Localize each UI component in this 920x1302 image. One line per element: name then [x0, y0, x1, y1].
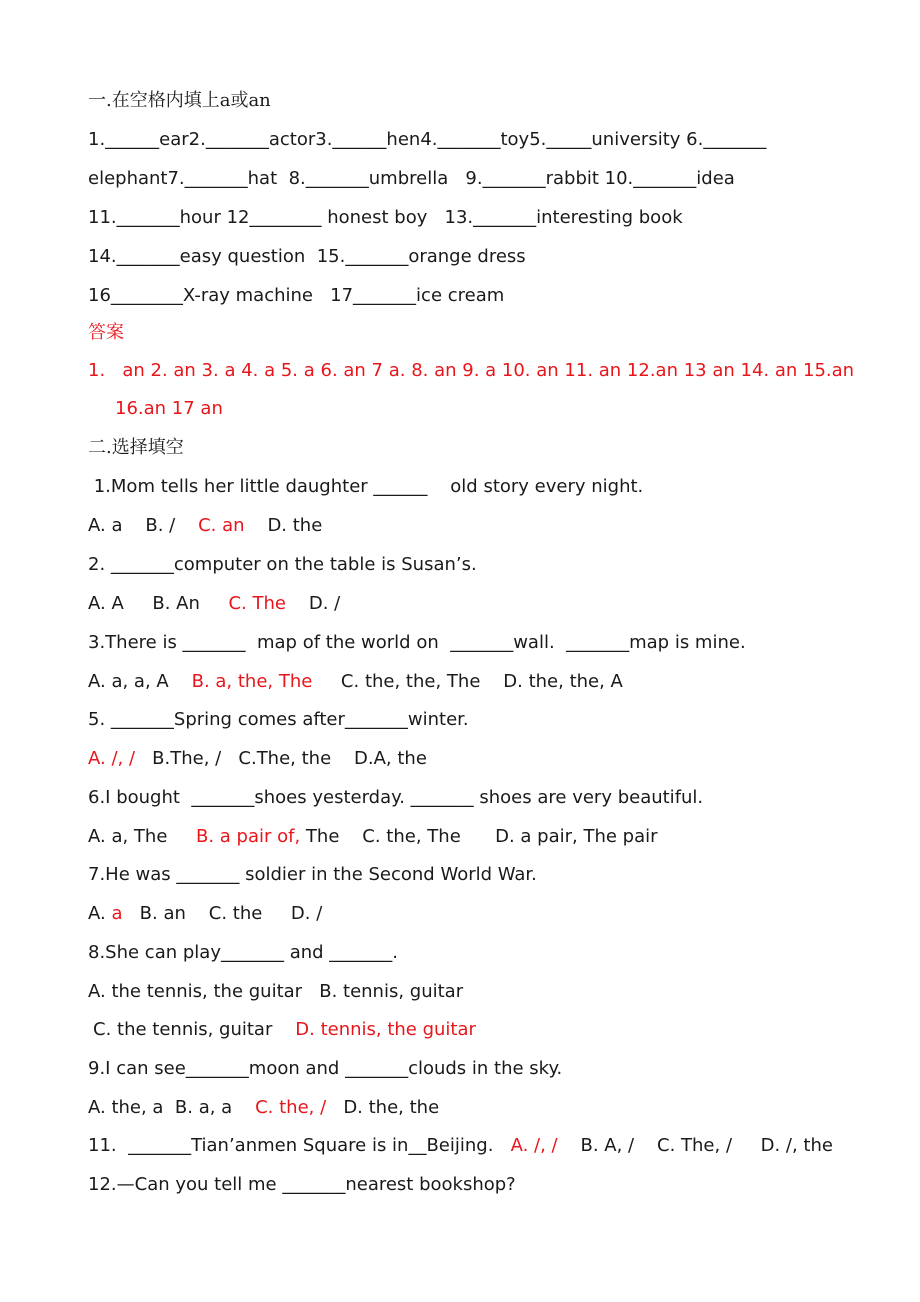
q2-stem: 2. _______computer on the table is Susan’s. — [88, 554, 477, 575]
q1-options: A. a B. / C. an D. the — [88, 515, 323, 536]
q6-stem: 6.I bought _______shoes yesterday. _______ shoes are very beautiful. — [88, 787, 704, 808]
q5-options: A. /, / B.The, / C.The, the D.A, the — [88, 748, 427, 769]
q12-stem: 12.—Can you tell me _______nearest bookshop? — [88, 1174, 516, 1195]
q9-options: A. the, a B. a, a C. the, / D. the, the — [88, 1097, 440, 1118]
answer-line-1: 1. an 2. an 3. a 4. a 5. a 6. an 7 a. 8. an 9. a 10. an 11. an 12.an 13 an 14. an 15.an — [88, 360, 855, 381]
q3-options: A. a, a, A B. a, the, The C. the, the, The D. the, the, A — [88, 671, 623, 692]
exercise-line-3: 11._______hour 12________ honest boy 13._______interesting book — [88, 207, 683, 228]
section-1-heading: 一.在空格内填上a或an — [88, 90, 271, 111]
answer-heading: 答案 — [88, 322, 124, 343]
q8-stem: 8.She can play_______ and _______. — [88, 942, 398, 963]
exercise-line-2: elephant7._______hat 8._______umbrella 9._______rabbit 10._______idea — [88, 168, 735, 189]
exercise-line-1: 1.______ear2._______actor3.______hen4._______toy5._____university 6._______ — [88, 129, 767, 150]
q3-stem: 3.There is _______ map of the world on _______wall. _______map is mine. — [88, 632, 746, 653]
q7-options: A. a B. an C. the D. / — [88, 903, 323, 924]
exercise-line-4: 14._______easy question 15._______orange dress — [88, 246, 526, 267]
q5-stem: 5. _______Spring comes after_______winter. — [88, 709, 469, 730]
q7-stem: 7.He was _______ soldier in the Second World War. — [88, 864, 537, 885]
q9-stem: 9.I can see_______moon and _______clouds in the sky. — [88, 1058, 563, 1079]
q8-options-1: A. the tennis, the guitar B. tennis, guitar — [88, 981, 464, 1002]
q1-stem: 1.Mom tells her little daughter ______ old story every night. — [88, 476, 644, 497]
section-2-heading: 二.选择填空 — [88, 437, 184, 458]
answer-line-2: 16.an 17 an — [115, 398, 223, 419]
q8-options-2: C. the tennis, guitar D. tennis, the guitar — [93, 1019, 476, 1040]
q6-options: A. a, The B. a pair of, The C. the, The D. a pair, The pair — [88, 826, 658, 847]
exercise-line-5: 16________X-ray machine 17_______ice cream — [88, 285, 505, 306]
q11-line: 11. _______Tian’anmen Square is in__Beijing. A. /, / B. A, / C. The, / D. /, the — [88, 1135, 833, 1156]
q2-options: A. A B. An C. The D. / — [88, 593, 341, 614]
